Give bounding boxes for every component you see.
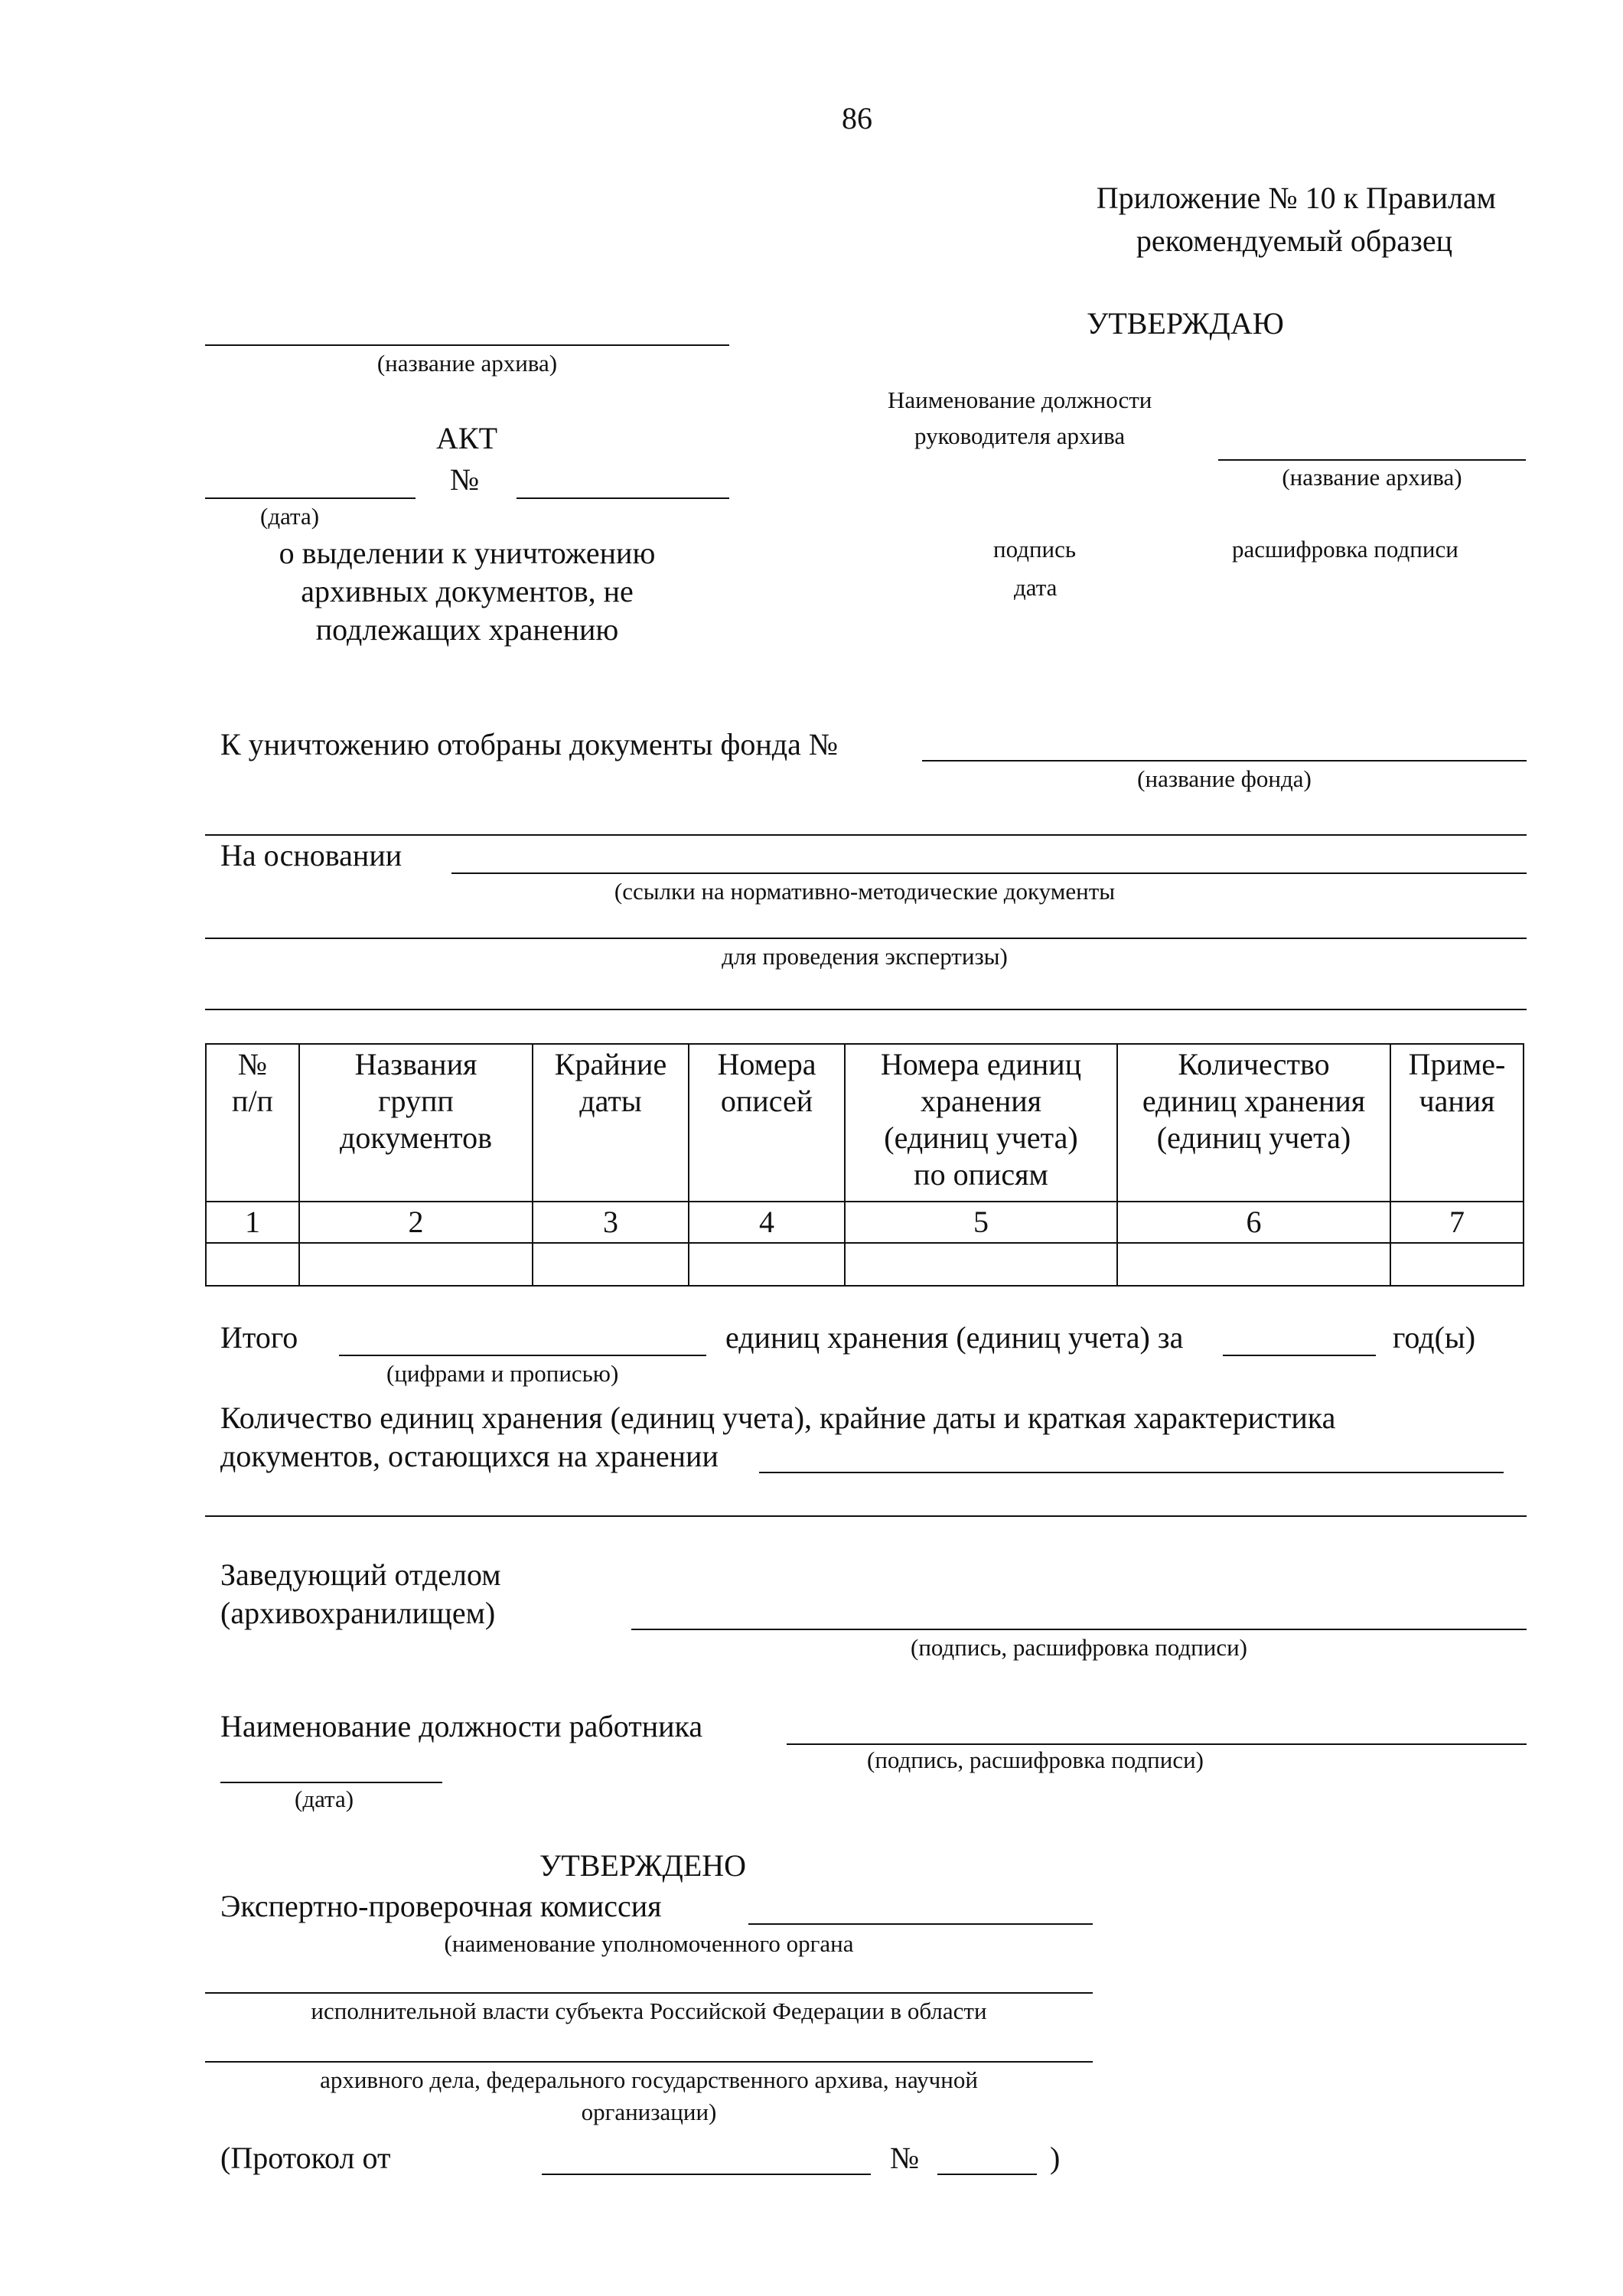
total-year-line (1223, 1355, 1376, 1356)
documents-table (205, 1043, 1524, 1287)
act-date-line (205, 497, 416, 499)
approved-caption-3: архивного дела, федерального государственного архива, научной (320, 2066, 978, 2093)
table-number-row (206, 1202, 1524, 1243)
approved-commission-line (748, 1923, 1093, 1925)
table-number-cell: 3 (533, 1202, 689, 1243)
basis-line-2 (205, 938, 1527, 939)
table-header-cell: Номера единиц хранения (единиц учета) по описям (845, 1044, 1117, 1202)
approve-position-line-1: Наименование должности (888, 386, 1152, 413)
table-header-cell: Названия групп документов (299, 1044, 533, 1202)
table-header-row (206, 1044, 1524, 1202)
fund-caption: (название фонда) (1137, 765, 1312, 792)
table-empty-cell[interactable] (689, 1243, 845, 1286)
protocol-date-line (542, 2174, 871, 2175)
appendix-line-1: Приложение № 10 к Правилам (1096, 181, 1496, 215)
head-signature-line (631, 1629, 1527, 1630)
table-header-cell: Номера описей (689, 1044, 845, 1202)
basis-line-1 (451, 872, 1527, 874)
remaining-line-2: документов, остающихся на хранении (220, 1439, 719, 1473)
employee-date-line (220, 1782, 442, 1783)
table-number-cell: 7 (1390, 1202, 1524, 1243)
page-number: 86 (842, 101, 872, 135)
approved-caption-1: (наименование уполномоченного органа (444, 1930, 854, 1957)
table-empty-cell[interactable] (1390, 1243, 1524, 1286)
basis-line-3 (205, 1009, 1527, 1010)
protocol-label: (Протокол от (220, 2141, 391, 2175)
table-number-cell: 1 (206, 1202, 299, 1243)
protocol-number-sign: № (890, 2141, 920, 2175)
table-number-cell: 6 (1117, 1202, 1390, 1243)
total-caption: (цифрами и прописью) (386, 1360, 619, 1387)
act-title: АКТ (436, 421, 497, 455)
table-header-cell: Крайние даты (533, 1044, 689, 1202)
remaining-extra-line (205, 1515, 1527, 1517)
total-middle: единиц хранения (единиц учета) за (725, 1320, 1184, 1355)
basis-caption-1: (ссылки на нормативно-методические документы (614, 878, 1116, 905)
fund-number-line (922, 760, 1527, 762)
archive-name-caption: (название архива) (376, 350, 558, 377)
employee-signature-caption: (подпись, расшифровка подписи) (867, 1746, 1204, 1773)
act-date-caption: (дата) (260, 503, 320, 530)
approve-heading: УТВЕРЖДАЮ (1087, 306, 1284, 341)
table-empty-cell[interactable] (299, 1243, 533, 1286)
act-subject-line-3: подлежащих хранению (315, 612, 619, 647)
basis-caption-2: для проведения экспертизы) (722, 943, 1008, 970)
fund-extra-line (205, 834, 1527, 836)
approve-decode-caption: расшифровка подписи (1232, 536, 1458, 563)
remaining-line-1: Количество единиц хранения (единиц учета), крайние даты и краткая характеристика (220, 1401, 1336, 1435)
act-number-line (517, 497, 729, 499)
appendix-line-2: рекомендуемый образец (1136, 223, 1452, 258)
remaining-line-fill (759, 1472, 1504, 1473)
approved-caption-2: исполнительной власти субъекта Российской Федерации в области (311, 1998, 987, 2024)
approve-archive-line (1218, 459, 1526, 461)
total-label: Итого (220, 1320, 298, 1355)
protocol-number-line (937, 2174, 1037, 2175)
table-header-cell: № п/п (206, 1044, 299, 1202)
protocol-close: ) (1050, 2141, 1061, 2175)
approved-caption-4: организации) (581, 2099, 717, 2125)
approve-archive-caption: (название архива) (1282, 464, 1462, 491)
table-empty-cell[interactable] (845, 1243, 1117, 1286)
table-empty-row (206, 1243, 1524, 1286)
approved-commission: Экспертно-проверочная комиссия (220, 1889, 662, 1923)
approved-heading: УТВЕРЖДЕНО (539, 1848, 747, 1883)
act-number-sign: № (450, 462, 480, 497)
approve-date-caption: дата (1014, 574, 1058, 601)
approve-signature-caption: подпись (993, 536, 1077, 563)
table-header-cell: Количество единиц хранения (единиц учета) (1117, 1044, 1390, 1202)
fund-label: К уничтожению отобраны документы фонда № (220, 727, 839, 762)
employee-label: Наименование должности работника (220, 1709, 703, 1743)
approve-position-line-2: руководителя архива (914, 422, 1126, 449)
archive-name-line (205, 344, 729, 346)
head-line-2: (архивохранилищем) (220, 1596, 496, 1630)
total-suffix: год(ы) (1393, 1320, 1476, 1355)
table-number-cell: 4 (689, 1202, 845, 1243)
approved-line-3 (205, 2061, 1093, 2063)
employee-signature-line (787, 1743, 1527, 1745)
act-subject-line-2: архивных документов, не (301, 574, 634, 608)
table-number-cell: 5 (845, 1202, 1117, 1243)
table-empty-cell[interactable] (1117, 1243, 1390, 1286)
table-empty-cell[interactable] (533, 1243, 689, 1286)
basis-label: На основании (220, 838, 402, 872)
total-amount-line (339, 1355, 706, 1356)
approved-line-2 (205, 1992, 1093, 1994)
table-number-cell: 2 (299, 1202, 533, 1243)
head-line-1: Заведующий отделом (220, 1557, 501, 1592)
table-empty-cell[interactable] (206, 1243, 299, 1286)
table-header-cell: Приме- чания (1390, 1044, 1524, 1202)
employee-date-caption: (дата) (295, 1786, 354, 1812)
head-signature-caption: (подпись, расшифровка подписи) (911, 1634, 1247, 1661)
act-subject-line-1: о выделении к уничтожению (279, 536, 656, 570)
